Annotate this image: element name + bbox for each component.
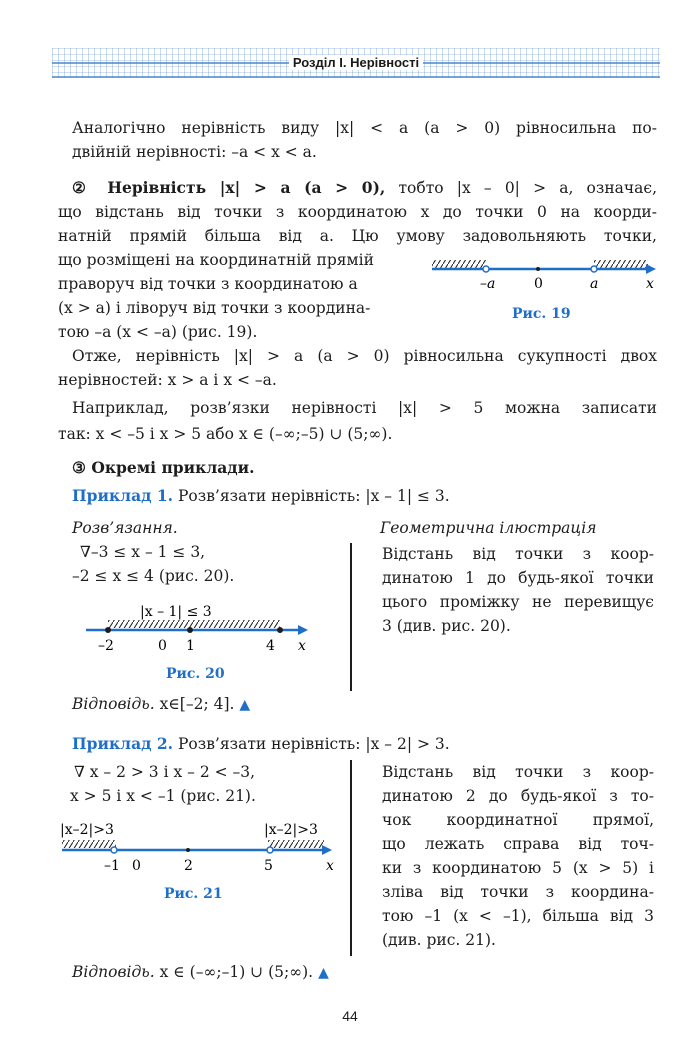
fig19-label: –a [480, 276, 496, 292]
fig21-point-5 [267, 847, 273, 853]
text-line: 3 (див. рис. 20). [382, 617, 511, 635]
text-line: тою –1 (x < –1), більша від 3 [382, 907, 654, 925]
text-line: цього проміжку не перевищує [382, 593, 654, 611]
example-2-geo-text [382, 760, 654, 952]
fig21-point-2 [186, 848, 190, 852]
intro-line: Аналогічно нерівність виду |x| < a (a > 0) рівносильна по- [72, 119, 657, 137]
section-2-line-1-rest: тобто |x – 0| > a, означає, [398, 179, 657, 197]
text-line: ки з координатою 5 (x > 5) і [382, 859, 654, 877]
fig20-point-4 [277, 627, 283, 633]
fig19-label: x [646, 276, 654, 292]
chapter-title: Розділ І. Нерівності [289, 55, 423, 70]
text-line: чок координатної прямої, [382, 811, 654, 829]
answer-label: Відповідь. [72, 963, 155, 981]
section-2-conclusion [72, 344, 657, 368]
example-2-divider [350, 760, 352, 956]
fig21-label: 0 [132, 858, 141, 874]
fig21-label: x [326, 858, 334, 874]
end-of-solution-icon: ▲ [239, 697, 251, 713]
fig20-label: –2 [98, 638, 114, 654]
section-2-line-1 [72, 176, 657, 200]
fig19-label: 0 [534, 276, 543, 292]
text-line: зліва від точки з координа- [382, 883, 654, 901]
example-1-task: Розв’язати нерівність: |x – 1| ≤ 3. [177, 487, 450, 505]
fig20-label: 0 [158, 638, 167, 654]
figure-21-caption: Рис. 21 [164, 886, 223, 902]
figure-20-number-line [78, 598, 318, 656]
example-2-step-2: x > 5 і x < –1 (рис. 21). [70, 787, 256, 805]
fig19-label: a [590, 276, 599, 292]
fig21-right-label: |x–2|>3 [264, 822, 318, 838]
fig20-label: 4 [266, 638, 275, 654]
section-2-top [72, 176, 657, 200]
section-3-heading [72, 456, 255, 480]
intro-paragraph [72, 116, 657, 164]
example-1-step-1: ∇–3 ≤ x – 1 ≤ 3, [80, 543, 206, 561]
section-2-conclusion-2 [58, 368, 657, 392]
example-2-step-1: ∇ x – 2 > 3 і x – 2 < –3, [74, 763, 256, 781]
fig19-point-minus-a [483, 266, 489, 272]
example-2-task: Розв’язати нерівність: |x – 2| > 3. [177, 735, 450, 753]
figure-20-caption: Рис. 20 [166, 666, 225, 682]
page-number: 44 [342, 1008, 358, 1024]
text-line: Відстань від точки з коор- [382, 545, 654, 563]
intro-line: двійній нерівності: –a < x < a. [72, 143, 317, 161]
fig21-point-minus-1 [111, 847, 117, 853]
fig21-label: –1 [104, 858, 120, 874]
example-1-geo-text [382, 542, 654, 638]
fig20-label: 1 [186, 638, 195, 654]
fig20-arrow [298, 625, 308, 635]
text-line: динатою 1 до будь-якої точки [382, 569, 654, 587]
end-of-solution-icon: ▲ [318, 965, 329, 981]
chapter-header [52, 48, 660, 78]
answer-label: Відповідь. [72, 695, 155, 713]
example-1-geo-label: Геометрична ілюстрація [380, 519, 597, 537]
answer-value: x ∈ (–∞;–1) ∪ (5;∞). [159, 963, 314, 981]
fig20-point-1 [187, 627, 193, 633]
text-line: Відстань від точки з коор- [382, 763, 654, 781]
example-2-title: Приклад 2. [72, 734, 174, 753]
section-2-narrow [58, 248, 398, 344]
fig19-arrow [646, 264, 656, 274]
section-2-body [58, 200, 657, 248]
fig19-hatch-right [594, 260, 648, 268]
fig19-point-0 [536, 267, 540, 271]
section-2-number: ② [72, 178, 95, 197]
fig20-point-minus-2 [105, 627, 111, 633]
text-line: що розміщені на координатній прямій [58, 251, 374, 269]
fig21-label: 5 [264, 858, 273, 874]
text-line: тою –a (x < –a) (рис. 19). [58, 323, 258, 341]
fig21-hatch-right [268, 840, 324, 848]
figure-19-number-line [428, 256, 660, 306]
text-line: праворуч від точки з координатою a [58, 275, 358, 293]
example-1-solution-label: Розв’язання. [72, 519, 178, 537]
fig20-top-label: |x – 1| ≤ 3 [140, 604, 212, 620]
section-2-example-2 [58, 422, 657, 446]
example-1-divider [350, 543, 352, 691]
fig20-label: x [298, 638, 306, 654]
figure-21-number-line [58, 818, 342, 876]
text-line: динатою 2 до будь-якої з то- [382, 787, 654, 805]
section-3-title: Окремі приклади. [91, 458, 255, 477]
example-1-title: Приклад 1. [72, 486, 174, 505]
section-3-number: ③ [72, 458, 86, 477]
text-line: Наприклад, розв’язки нерівності |x| > 5 можна записати [72, 399, 657, 417]
text-line: (x > a) і ліворуч від точки з координа- [58, 299, 371, 317]
fig20-hatch [108, 620, 280, 628]
fig21-label: 2 [184, 858, 193, 874]
example-1-answer [72, 692, 250, 717]
text-line: натній прямій більша від a. Цю умову задовольняють точки, [58, 227, 657, 245]
section-2-example [72, 396, 657, 420]
example-2-answer [72, 960, 329, 985]
fig21-hatch-left [62, 840, 116, 848]
section-2-heading: Нерівність |x| > a (a > 0), [107, 178, 386, 197]
fig21-arrow [322, 845, 332, 855]
figure-19-caption: Рис. 19 [512, 306, 571, 322]
text-line: (див. рис. 21). [382, 931, 496, 949]
example-1-step-2: –2 ≤ x ≤ 4 (рис. 20). [72, 567, 235, 585]
answer-value: x∈[–2; 4]. [159, 695, 235, 713]
fig19-hatch-left [432, 260, 486, 268]
text-line: що лежать справа від точ- [382, 835, 654, 853]
text-line: так: x < –5 і x > 5 або x ∈ (–∞;–5) ∪ (5;∞). [58, 425, 393, 443]
example-1-title-line [72, 484, 450, 508]
text-line: Отже, нерівність |x| > a (a > 0) рівносильна сукупності двох [72, 347, 657, 365]
example-2-title-line [72, 732, 450, 756]
text-line: що відстань від точки з координатою x до точки 0 на коорди- [58, 203, 657, 221]
fig21-left-label: |x–2|>3 [60, 822, 114, 838]
text-line: нерівностей: x > a і x < –a. [58, 371, 277, 389]
fig19-point-a [591, 266, 597, 272]
